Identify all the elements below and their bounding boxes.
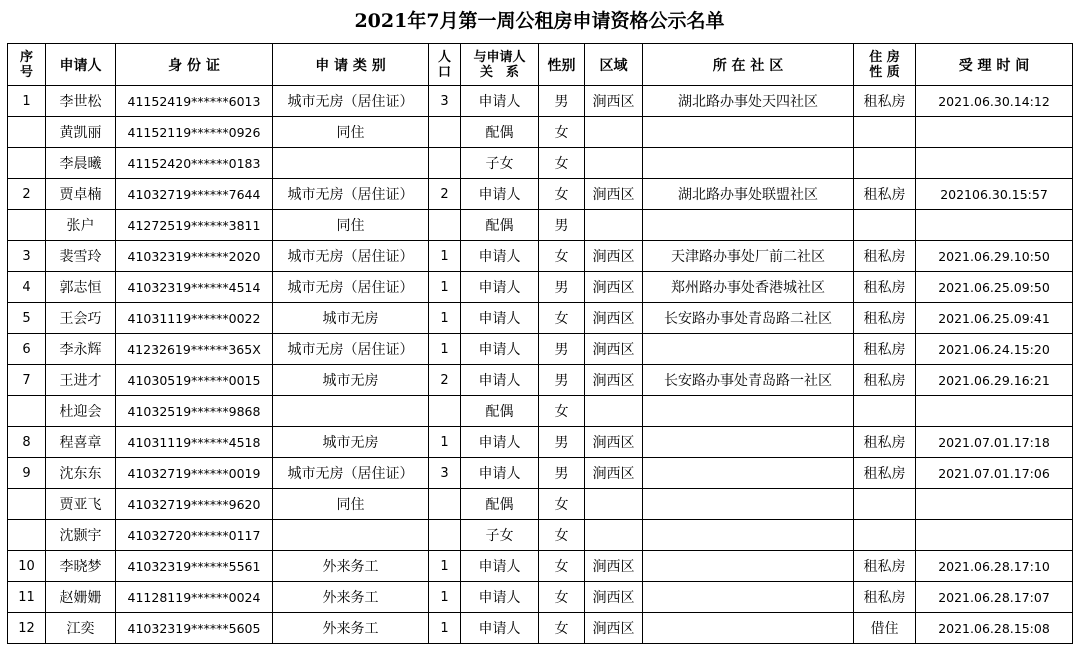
cell-relation: 申请人 [461,551,539,582]
header-applicant: 申请人 [46,44,116,86]
document-title: 2021年7月第一周公租房申请资格公示名单 [354,10,725,32]
cell-gender: 女 [539,241,585,272]
cell-applicant-name: 郭志恒 [46,272,116,303]
cell-district: 涧西区 [585,458,643,489]
header-id: 身 份 证 [116,44,273,86]
cell-seq [8,148,46,179]
cell-category: 城市无房（居住证） [273,241,429,272]
cell-seq [8,117,46,148]
cell-category [273,520,429,551]
cell-gender: 男 [539,210,585,241]
cell-gender: 女 [539,489,585,520]
cell-time: 2021.06.28.17:07 [916,582,1073,613]
cell-applicant-name: 张户 [46,210,116,241]
cell-relation: 子女 [461,148,539,179]
cell-relation: 申请人 [461,272,539,303]
cell-id-number: 41152119******0926 [116,117,273,148]
cell-applicant-name: 李晨曦 [46,148,116,179]
cell-housing [854,520,916,551]
cell-population: 1 [429,551,461,582]
cell-category: 同住 [273,489,429,520]
cell-applicant-name: 李晓梦 [46,551,116,582]
table-row [8,520,1073,551]
cell-gender: 女 [539,303,585,334]
cell-district: 涧西区 [585,582,643,613]
cell-relation: 申请人 [461,613,539,644]
cell-community: 长安路办事处青岛路一社区 [643,365,854,396]
cell-seq: 10 [8,551,46,582]
cell-community [643,458,854,489]
cell-time: 2021.06.28.15:08 [916,613,1073,644]
cell-time [916,148,1073,179]
cell-applicant-name: 李永辉 [46,334,116,365]
cell-id-number: 41032719******9620 [116,489,273,520]
cell-seq: 3 [8,241,46,272]
cell-community [643,334,854,365]
cell-category: 外来务工 [273,582,429,613]
cell-population [429,396,461,427]
cell-seq: 12 [8,613,46,644]
cell-population [429,117,461,148]
cell-district [585,396,643,427]
cell-population [429,489,461,520]
cell-category: 城市无房（居住证） [273,179,429,210]
table-row [8,117,1073,148]
cell-id-number: 41272519******3811 [116,210,273,241]
cell-district: 涧西区 [585,427,643,458]
header-housing: 住 房 性 质 [854,44,916,86]
cell-applicant-name: 沈东东 [46,458,116,489]
cell-gender: 女 [539,582,585,613]
cell-housing: 借住 [854,613,916,644]
cell-category: 城市无房 [273,303,429,334]
cell-relation: 配偶 [461,117,539,148]
cell-gender: 女 [539,148,585,179]
cell-category: 城市无房（居住证） [273,272,429,303]
cell-district: 涧西区 [585,334,643,365]
cell-id-number: 41032319******5605 [116,613,273,644]
cell-community: 天津路办事处厂前二社区 [643,241,854,272]
cell-population: 1 [429,303,461,334]
cell-gender: 男 [539,365,585,396]
cell-housing: 租私房 [854,303,916,334]
cell-relation: 配偶 [461,396,539,427]
table-row [8,179,1073,210]
table-row [8,551,1073,582]
cell-housing: 租私房 [854,458,916,489]
cell-housing [854,117,916,148]
cell-applicant-name: 杜迎会 [46,396,116,427]
table-header-row [8,44,1073,86]
cell-time [916,210,1073,241]
cell-housing: 租私房 [854,582,916,613]
cell-id-number: 41152420******0183 [116,148,273,179]
cell-relation: 申请人 [461,241,539,272]
cell-id-number: 41152419******6013 [116,86,273,117]
cell-community [643,582,854,613]
cell-gender: 男 [539,86,585,117]
table-row [8,582,1073,613]
cell-housing [854,396,916,427]
cell-seq [8,489,46,520]
cell-population: 1 [429,334,461,365]
cell-district: 涧西区 [585,365,643,396]
cell-time [916,396,1073,427]
cell-community [643,427,854,458]
cell-id-number: 41032319******5561 [116,551,273,582]
cell-community [643,210,854,241]
cell-population: 3 [429,458,461,489]
cell-housing [854,148,916,179]
cell-id-number: 41032519******9868 [116,396,273,427]
cell-population [429,148,461,179]
table-row [8,86,1073,117]
cell-category: 城市无房 [273,365,429,396]
cell-category: 同住 [273,117,429,148]
cell-population: 1 [429,272,461,303]
table-row [8,458,1073,489]
cell-time: 2021.06.29.16:21 [916,365,1073,396]
cell-seq: 4 [8,272,46,303]
cell-community: 长安路办事处青岛路二社区 [643,303,854,334]
cell-seq: 6 [8,334,46,365]
cell-district: 涧西区 [585,551,643,582]
cell-id-number: 41232619******365X [116,334,273,365]
cell-time: 2021.06.25.09:50 [916,272,1073,303]
cell-housing: 租私房 [854,272,916,303]
cell-category: 城市无房（居住证） [273,86,429,117]
cell-gender: 女 [539,117,585,148]
header-seq: 序 号 [8,44,46,86]
cell-applicant-name: 李世松 [46,86,116,117]
header-time: 受 理 时 间 [916,44,1073,86]
table-row [8,241,1073,272]
cell-population: 2 [429,179,461,210]
table-row [8,396,1073,427]
cell-relation: 申请人 [461,427,539,458]
cell-time: 202106.30.15:57 [916,179,1073,210]
cell-id-number: 41032719******7644 [116,179,273,210]
header-category: 申 请 类 别 [273,44,429,86]
cell-time: 2021.07.01.17:06 [916,458,1073,489]
cell-id-number: 41030519******0015 [116,365,273,396]
cell-gender: 男 [539,427,585,458]
cell-housing [854,210,916,241]
header-relation: 与申请人 关 系 [461,44,539,86]
cell-category: 城市无房 [273,427,429,458]
cell-gender: 男 [539,458,585,489]
cell-time [916,117,1073,148]
cell-relation: 申请人 [461,365,539,396]
cell-district [585,148,643,179]
cell-district [585,117,643,148]
cell-seq [8,520,46,551]
cell-applicant-name: 裴雪玲 [46,241,116,272]
table-row [8,334,1073,365]
cell-gender: 女 [539,396,585,427]
cell-time: 2021.06.28.17:10 [916,551,1073,582]
cell-relation: 子女 [461,520,539,551]
cell-category: 同住 [273,210,429,241]
cell-population: 2 [429,365,461,396]
cell-relation: 申请人 [461,303,539,334]
cell-population: 1 [429,427,461,458]
cell-community [643,551,854,582]
cell-community [643,148,854,179]
cell-time: 2021.06.30.14:12 [916,86,1073,117]
cell-gender: 男 [539,272,585,303]
cell-applicant-name: 贾亚飞 [46,489,116,520]
cell-relation: 申请人 [461,458,539,489]
cell-district [585,210,643,241]
cell-id-number: 41032319******2020 [116,241,273,272]
cell-seq: 11 [8,582,46,613]
cell-seq [8,210,46,241]
cell-time: 2021.06.25.09:41 [916,303,1073,334]
table-row [8,613,1073,644]
cell-housing: 租私房 [854,427,916,458]
cell-district [585,489,643,520]
header-gender: 性别 [539,44,585,86]
cell-community [643,520,854,551]
cell-relation: 配偶 [461,489,539,520]
cell-district: 涧西区 [585,613,643,644]
cell-community [643,489,854,520]
cell-seq [8,396,46,427]
cell-seq: 9 [8,458,46,489]
cell-applicant-name: 沈颢宇 [46,520,116,551]
table-row [8,303,1073,334]
applicant-table [7,43,1073,644]
cell-district: 涧西区 [585,179,643,210]
cell-housing: 租私房 [854,241,916,272]
cell-district: 涧西区 [585,241,643,272]
cell-applicant-name: 王会巧 [46,303,116,334]
cell-housing: 租私房 [854,551,916,582]
cell-gender: 女 [539,551,585,582]
cell-population: 1 [429,613,461,644]
cell-community [643,613,854,644]
cell-time [916,520,1073,551]
header-community: 所 在 社 区 [643,44,854,86]
cell-gender: 男 [539,334,585,365]
table-row [8,489,1073,520]
header-district: 区域 [585,44,643,86]
cell-housing [854,489,916,520]
cell-id-number: 41031119******0022 [116,303,273,334]
cell-gender: 女 [539,613,585,644]
cell-applicant-name: 赵姗姗 [46,582,116,613]
cell-category: 城市无房（居住证） [273,334,429,365]
cell-community: 湖北路办事处天四社区 [643,86,854,117]
cell-community: 湖北路办事处联盟社区 [643,179,854,210]
cell-housing: 租私房 [854,179,916,210]
cell-population [429,210,461,241]
cell-category [273,396,429,427]
cell-housing: 租私房 [854,365,916,396]
cell-gender: 女 [539,179,585,210]
cell-community [643,117,854,148]
cell-seq: 5 [8,303,46,334]
cell-applicant-name: 贾卓楠 [46,179,116,210]
cell-district: 涧西区 [585,303,643,334]
cell-time: 2021.07.01.17:18 [916,427,1073,458]
cell-id-number: 41032319******4514 [116,272,273,303]
cell-population: 1 [429,582,461,613]
cell-gender: 女 [539,520,585,551]
cell-applicant-name: 江奕 [46,613,116,644]
cell-time: 2021.06.29.10:50 [916,241,1073,272]
cell-category [273,148,429,179]
cell-community: 郑州路办事处香港城社区 [643,272,854,303]
cell-relation: 配偶 [461,210,539,241]
cell-time [916,489,1073,520]
cell-time: 2021.06.24.15:20 [916,334,1073,365]
cell-district: 涧西区 [585,86,643,117]
cell-id-number: 41032720******0117 [116,520,273,551]
cell-housing: 租私房 [854,334,916,365]
header-population: 人 口 [429,44,461,86]
cell-seq: 8 [8,427,46,458]
table-row [8,210,1073,241]
cell-population: 3 [429,86,461,117]
cell-relation: 申请人 [461,582,539,613]
cell-category: 外来务工 [273,551,429,582]
cell-applicant-name: 黄凯丽 [46,117,116,148]
cell-relation: 申请人 [461,179,539,210]
cell-id-number: 41128119******0024 [116,582,273,613]
cell-id-number: 41032719******0019 [116,458,273,489]
cell-applicant-name: 王进才 [46,365,116,396]
cell-district [585,520,643,551]
cell-relation: 申请人 [461,86,539,117]
cell-relation: 申请人 [461,334,539,365]
cell-population: 1 [429,241,461,272]
table-row [8,272,1073,303]
table-row [8,427,1073,458]
cell-population [429,520,461,551]
cell-seq: 2 [8,179,46,210]
cell-seq: 1 [8,86,46,117]
cell-id-number: 41031119******4518 [116,427,273,458]
table-row [8,365,1073,396]
cell-district: 涧西区 [585,272,643,303]
cell-category: 外来务工 [273,613,429,644]
cell-community [643,396,854,427]
cell-seq: 7 [8,365,46,396]
cell-applicant-name: 程喜章 [46,427,116,458]
cell-housing: 租私房 [854,86,916,117]
cell-category: 城市无房（居住证） [273,458,429,489]
table-row [8,148,1073,179]
